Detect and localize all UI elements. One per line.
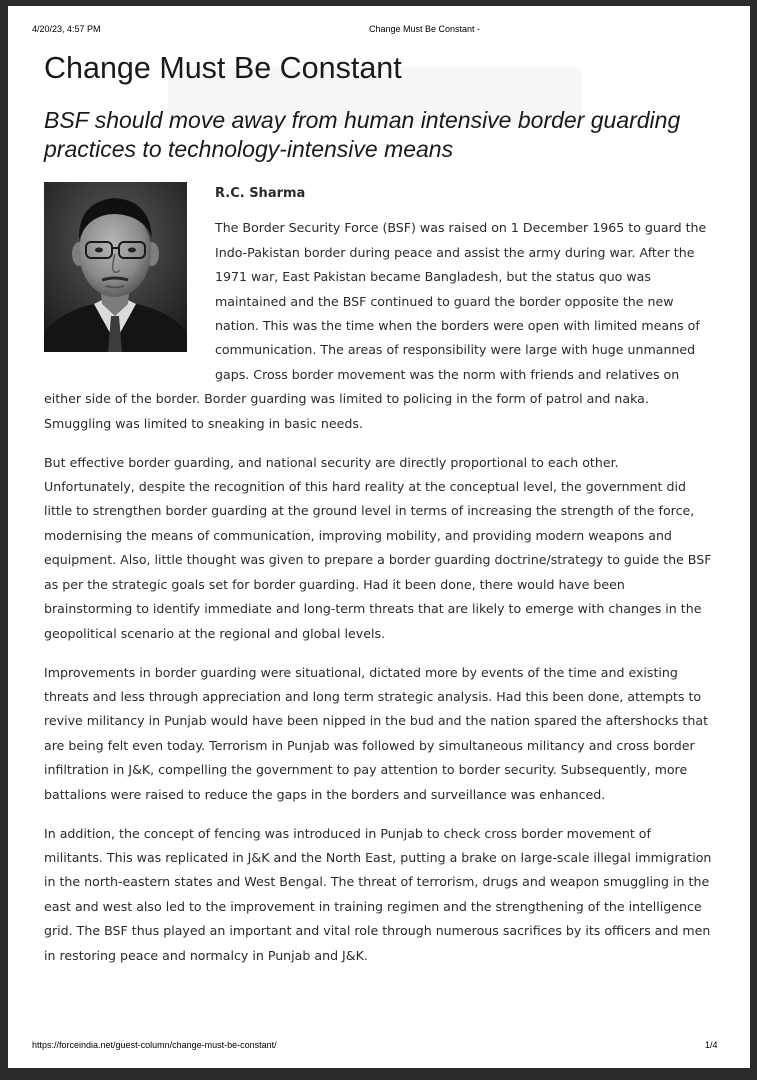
photo-spacer [44, 182, 215, 377]
article-subtitle: BSF should move away from human intensive border guarding practices to technology-intensive means [44, 107, 681, 162]
print-datetime: 4/20/23, 4:57 PM [32, 24, 101, 34]
paragraph: But effective border guarding, and national security are directly proportional to each other. Unfortunately, despite the recognition of this hard reality at the conceptual level, the government did little to strengthen border guarding at the ground level in terms of increasing the strength of the force, modernising the means of communication, improving mobility, and providing modern weapons and equipment. Also, little thought was given to prepare a border guarding doctrine/strategy to guide the BSF as per the strategic goals set for border guarding. Had it been done, there would have been brainstorming to identify immediate and long-term threats that are likely to emerge with changes in the geopolitical scenario at the regional and global levels. [44, 454, 712, 641]
paragraph: The Border Security Force (BSF) was raised on 1 December 1965 to guard the Indo-Pakistan border during peace and assist the army during war. After the 1971 war, East Pakistan became Bangladesh, but the status quo was maintained and the BSF continued to guard the border opposite the new nation. This was the time when the borders were open with limited means of communication. The areas of responsibility were large with huge unmanned gaps. Cross border movement was the norm with friends and relatives on either side of the border. Border guarding was limited to policing in the form of patrol and naka. Smuggling was limited to sneaking in basic needs. [44, 220, 707, 431]
paragraph: Improvements in border guarding were situational, dictated more by events of the time and existing threats and less through appreciation and long term strategic analysis. Had this been done, attempts to revive militancy in Punjab would have been nipped in the bud and the nation spared the aftershocks that are being felt even today. Terrorism in Punjab was followed by simultaneous militancy and cross border infiltration in J&K, compelling the government to pay attention to border security. Subsequently, more battalions were raised to reduce the gaps in the borders and surveillance was enhanced. [44, 664, 709, 802]
page-indicator: 1/4 [705, 1040, 718, 1050]
article-title: Change Must Be Constant [44, 51, 402, 85]
author-name: R.C. Sharma [215, 186, 306, 201]
paragraph: In addition, the concept of fencing was introduced in Punjab to check cross border movement of militants. This was replicated in J&K and the North East, putting a brake on large-scale illegal immigration in the north-eastern states and West Bengal. The threat of terrorism, drugs and weapon smuggling in the east and west also led to the improvement in training regimen and the strengthening of the intelligence grid. The BSF thus played an important and vital role through numerous sacrifices by its officers and men in restoring peace and normalcy in Punjab and J&K. [44, 825, 712, 963]
pdf-page [8, 6, 750, 1068]
article-body [44, 182, 712, 983]
page-url: https://forceindia.net/guest-column/change-must-be-constant/ [32, 1040, 277, 1050]
print-doc-title: Change Must Be Constant - [369, 24, 481, 34]
